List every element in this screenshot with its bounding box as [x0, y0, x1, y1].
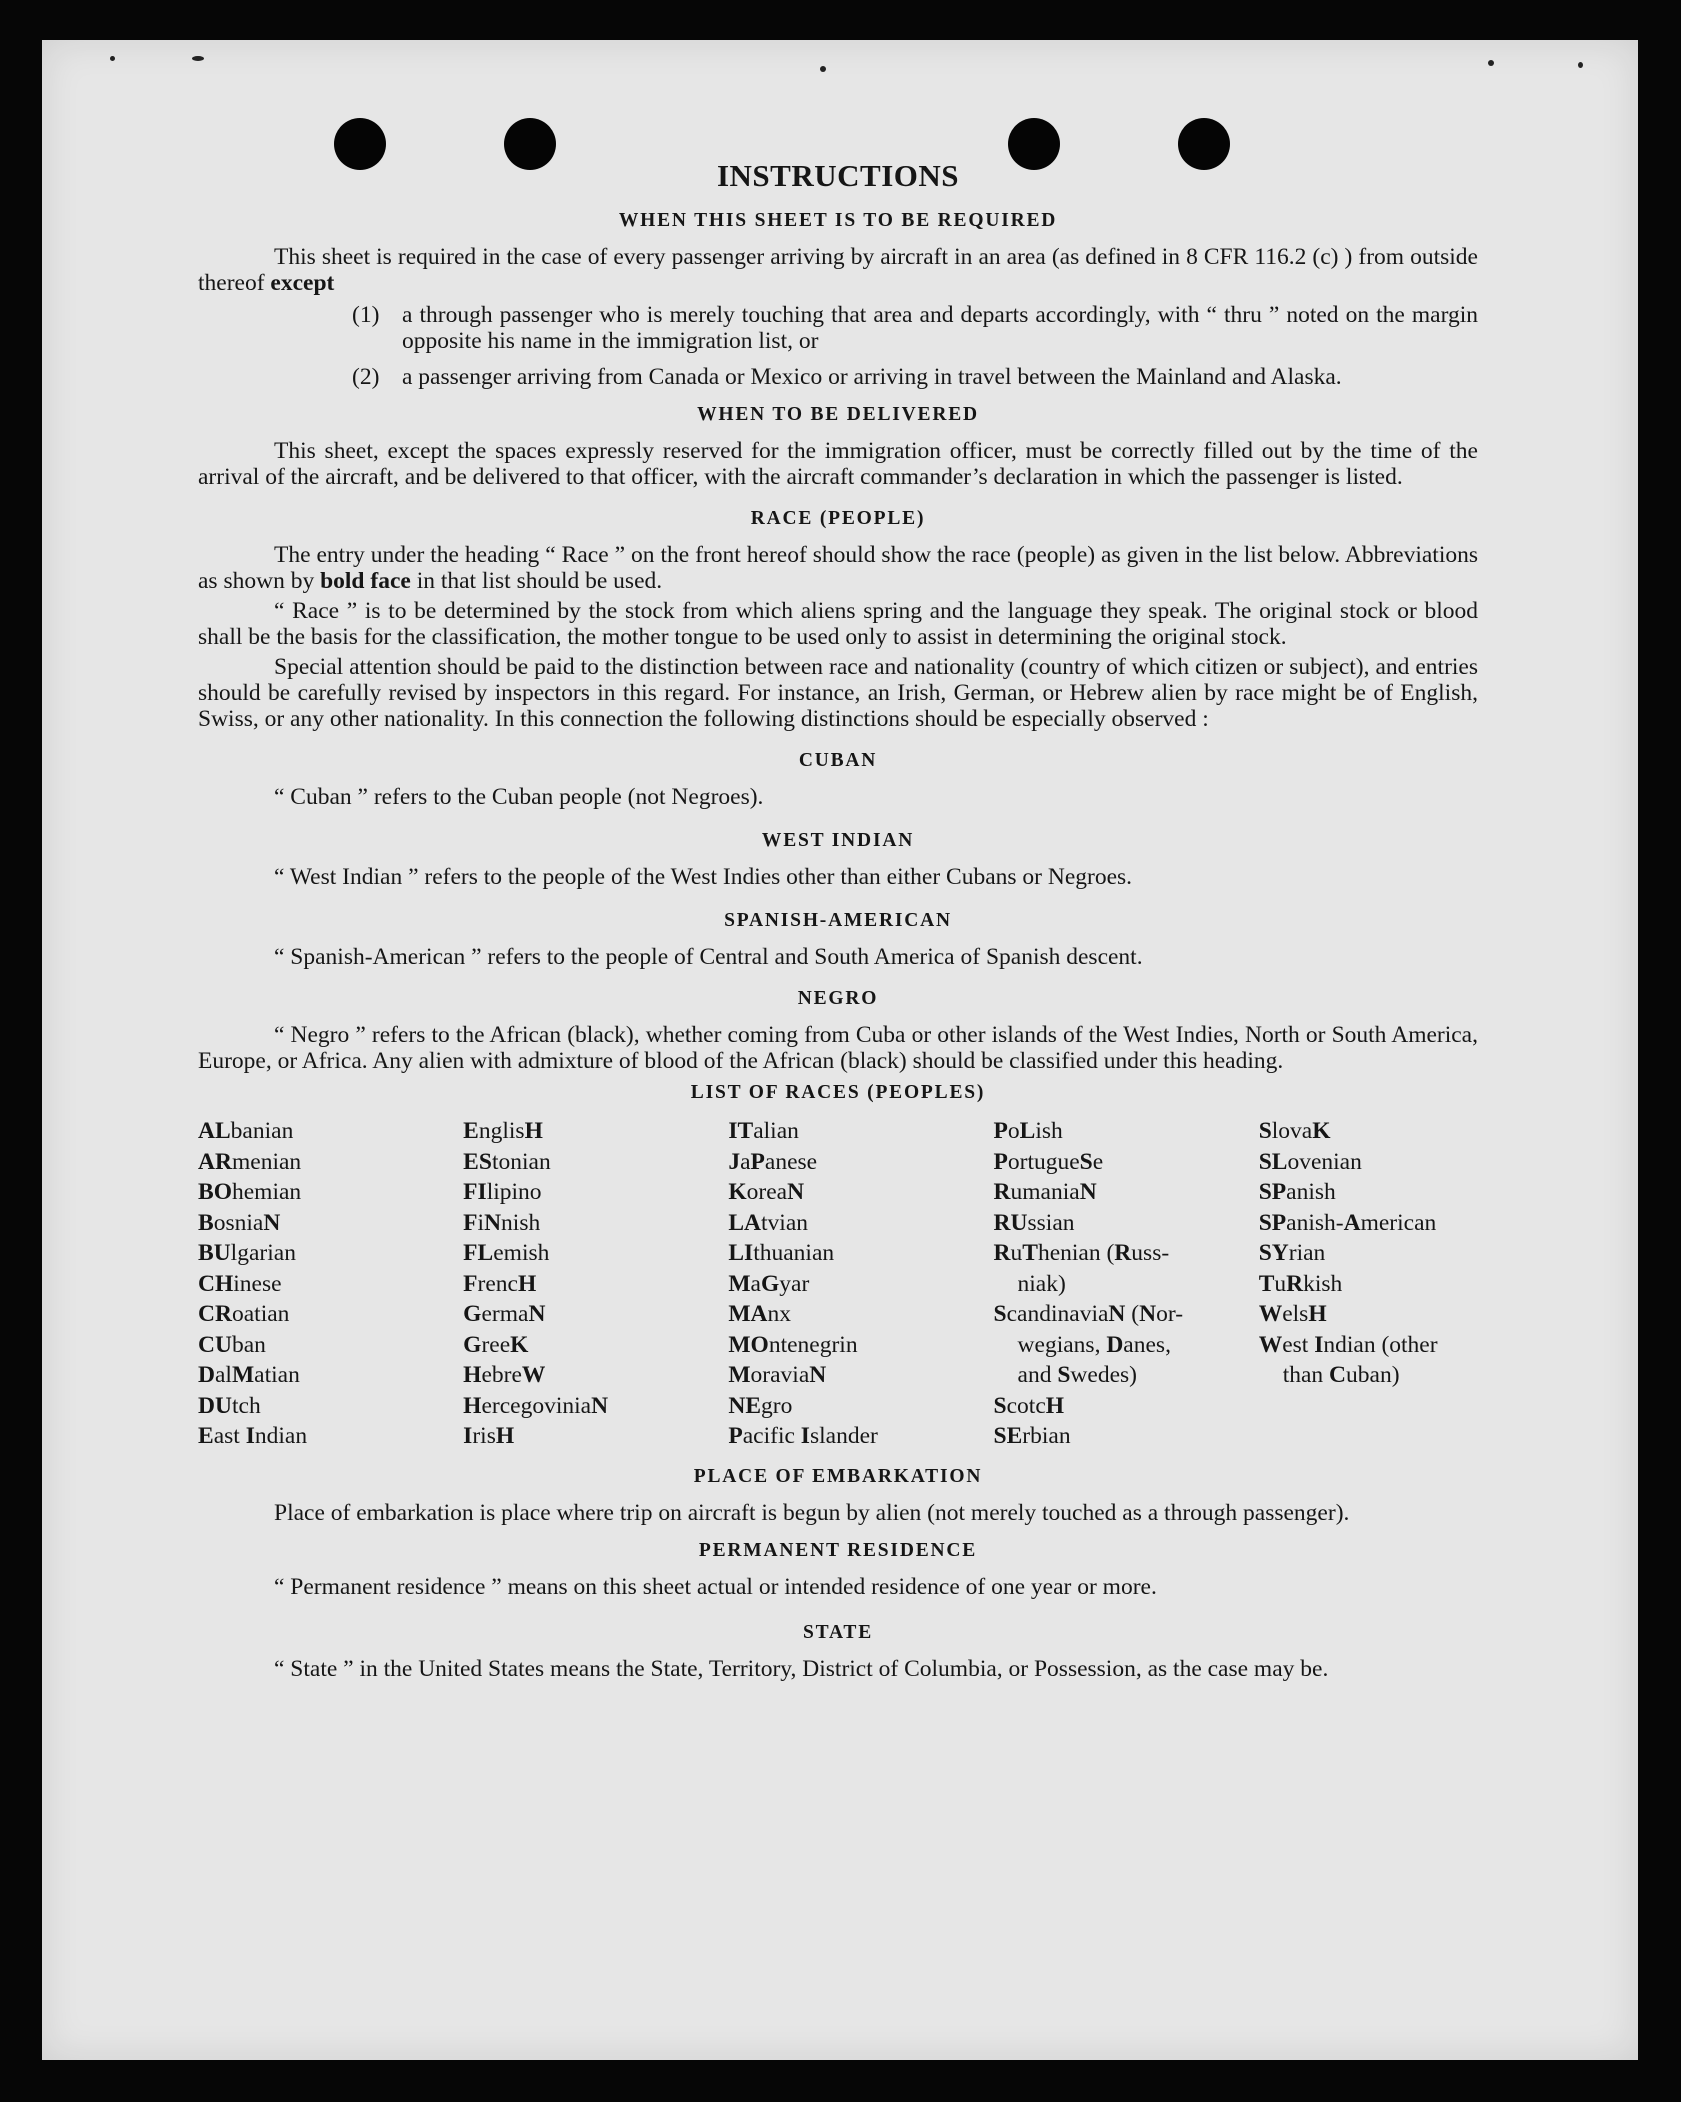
race-entry: TuRkish: [1258, 1270, 1343, 1297]
exception-item: [352, 364, 1478, 390]
race-entry: MAnx: [728, 1301, 792, 1327]
race-p1-end: in that list should be used.: [416, 568, 663, 594]
race-entry: GreeK: [463, 1331, 529, 1358]
race-entry: Pacific Islander: [728, 1423, 878, 1449]
heading-when-delivered: WHEN TO BE DELIVERED: [697, 404, 979, 425]
race-entry: ALbanian: [198, 1118, 294, 1144]
race-entry: FIlipino: [463, 1179, 542, 1205]
race-entry: CRoatian: [198, 1301, 290, 1327]
race-entry: JaPanese: [728, 1148, 818, 1175]
race-entry: East Indian: [198, 1423, 308, 1449]
race-entry: WelsH: [1258, 1301, 1327, 1327]
heading-list-of-races: LIST OF RACES (PEOPLES): [690, 1082, 986, 1103]
scan-speck: [1488, 60, 1494, 66]
instructions-content: [198, 156, 1478, 1682]
scan-speck: [192, 56, 204, 61]
negro-paragraph: “ Negro ” refers to the African (black), whether coming from Cuba or other islands of the West Indies, North or South America, Europe, or Africa. Any alien with admixture of blood of the African (black) should be classified under this heading.: [198, 1022, 1478, 1074]
heading-when-required: WHEN THIS SHEET IS TO BE REQUIRED: [618, 210, 1058, 231]
exception-number: (2): [352, 364, 380, 390]
race-entry: ScotcH: [993, 1392, 1065, 1419]
west-indian-paragraph: “ West Indian ” refers to the people of the West Indies other than either Cubans or Negroes.: [274, 864, 1133, 890]
race-entry: EnglisH: [463, 1118, 543, 1144]
race-entry: KoreaN: [728, 1179, 805, 1205]
race-p1-start: The entry under the heading “ Race ” on the front hereof should show the race (people) as given in the list below. Abbreviations as shown by: [198, 542, 1478, 594]
intro-paragraph: [198, 244, 1478, 296]
race-entry: CHinese: [198, 1270, 282, 1297]
race-entry: SYrian: [1258, 1240, 1326, 1266]
race-entry: LIthuanian: [728, 1240, 835, 1266]
race-p1-bold: bold face: [320, 568, 411, 594]
race-entry: FrencH: [463, 1270, 537, 1297]
race-entry: PortugueSe: [993, 1148, 1104, 1175]
races-column: [463, 1116, 728, 1452]
heading-negro: NEGRO: [797, 988, 879, 1009]
exception-item: [352, 302, 1478, 354]
race-entry: FiNnish: [463, 1209, 541, 1236]
exception-text: a through passenger who is merely touching that area and departs accordingly, with “ thru ” noted on the margin opposite his name in the immigration list, or: [402, 302, 1478, 354]
race-paragraph-2: “ Race ” is to be determined by the stock from which aliens spring and the language they speak. The original stock or blood shall be the basis for the classification, the mother tongue to be used only to assist in determining the original stock.: [198, 598, 1478, 650]
race-entry: wegians, Danes,: [1017, 1331, 1171, 1358]
race-entry: niak): [1017, 1270, 1066, 1297]
exception-text: a passenger arriving from Canada or Mexico or arriving in travel between the Mainland and Alaska.: [402, 364, 1342, 390]
heading-race: RACE (PEOPLE): [750, 508, 926, 529]
race-entry: West Indian (other: [1258, 1331, 1438, 1358]
race-entry: ScandinaviaN (Nor-: [993, 1301, 1184, 1327]
heading-state: STATE: [802, 1621, 874, 1643]
race-entry: BOhemian: [198, 1179, 302, 1205]
races-column: [1259, 1116, 1478, 1452]
race-entry: HercegoviniaN: [463, 1392, 609, 1419]
race-entry: DalMatian: [198, 1362, 300, 1388]
race-entry: SPanish: [1258, 1179, 1336, 1205]
races-column: [198, 1116, 463, 1452]
race-paragraph-1: [198, 542, 1478, 594]
heading-permanent-residence: PERMANENT RESIDENCE: [698, 1539, 978, 1561]
race-entry: ARmenian: [198, 1148, 302, 1175]
race-entry: EStonian: [463, 1148, 551, 1175]
race-entry: IrisH: [463, 1423, 515, 1449]
race-entry: RuThenian (Russ-: [993, 1240, 1170, 1266]
race-entry: than Cuban): [1282, 1362, 1400, 1388]
delivered-paragraph: This sheet, except the spaces expressly reserved for the immigration officer, must be correctly filled out by the time of the arrival of the aircraft, and be delivered to that officer, with the aircraft commander’s declaration in which the passenger is listed.: [198, 438, 1478, 490]
race-entry: HebreW: [463, 1362, 546, 1388]
race-entry: ITalian: [728, 1118, 799, 1144]
scan-speck: [110, 56, 115, 61]
races-list: [198, 1116, 1478, 1452]
race-entry: SPanish-American: [1258, 1209, 1437, 1236]
scan-speck: [1578, 62, 1583, 68]
intro-bold: except: [270, 270, 335, 296]
exception-number: (1): [352, 302, 380, 328]
scan-speck: [820, 66, 826, 72]
race-entry: LAtvian: [728, 1209, 809, 1236]
race-entry: DUtch: [198, 1392, 261, 1419]
heading-cuban: CUBAN: [798, 750, 878, 771]
races-column: [994, 1116, 1259, 1452]
race-entry: MoraviaN: [728, 1362, 827, 1388]
race-entry: MaGyar: [728, 1270, 810, 1297]
race-entry: CUban: [198, 1331, 266, 1358]
race-entry: PoLish: [993, 1118, 1063, 1144]
intro-text: This sheet is required in the case of every passenger arriving by aircraft in an area (as defined in 8 CFR 116.2 (c) ) from outside thereof: [198, 244, 1478, 296]
state-paragraph: “ State ” in the United States means the State, Territory, District of Columbia, or Possession, as the case may be.: [274, 1655, 1329, 1682]
race-entry: and Swedes): [1017, 1362, 1137, 1388]
race-entry: FLemish: [463, 1240, 550, 1266]
race-entry: NEgro: [728, 1392, 793, 1419]
embarkation-paragraph: Place of embarkation is place where trip on aircraft is begun by alien (not merely touched as a through passenger).: [274, 1499, 1350, 1526]
residence-paragraph: “ Permanent residence ” means on this sheet actual or intended residence of one year or more.: [274, 1573, 1157, 1600]
heading-spanish-american: SPANISH-AMERICAN: [724, 910, 952, 931]
race-entry: GermaN: [463, 1301, 546, 1327]
heading-west-indian: WEST INDIAN: [761, 830, 915, 851]
race-entry: RumaniaN: [993, 1179, 1097, 1205]
race-entry: SLovenian: [1258, 1148, 1362, 1175]
race-paragraph-3: Special attention should be paid to the distinction between race and nationality (country of which citizen or subject), and entries should be carefully revised by inspectors in this regard. For instance, an Irish, German, or Hebrew alien by race might be of English, Swiss, or any other nationality. In this connection the following distinctions should be especially observed :: [198, 654, 1478, 732]
race-entry: SErbian: [993, 1423, 1071, 1449]
heading-embarkation: PLACE OF EMBARKATION: [693, 1465, 983, 1487]
race-entry: BUlgarian: [198, 1240, 296, 1266]
race-entry: SlovaK: [1258, 1118, 1331, 1144]
spanish-american-paragraph: “ Spanish-American ” refers to the people of Central and South America of Spanish descent.: [274, 944, 1143, 970]
race-entry: BosniaN: [198, 1209, 281, 1236]
races-column: [728, 1116, 993, 1452]
race-entry: MOntenegrin: [728, 1331, 858, 1358]
page-title: INSTRUCTIONS: [716, 158, 959, 193]
cuban-paragraph: “ Cuban ” refers to the Cuban people (not Negroes).: [274, 784, 764, 810]
race-entry: RUssian: [993, 1209, 1075, 1236]
